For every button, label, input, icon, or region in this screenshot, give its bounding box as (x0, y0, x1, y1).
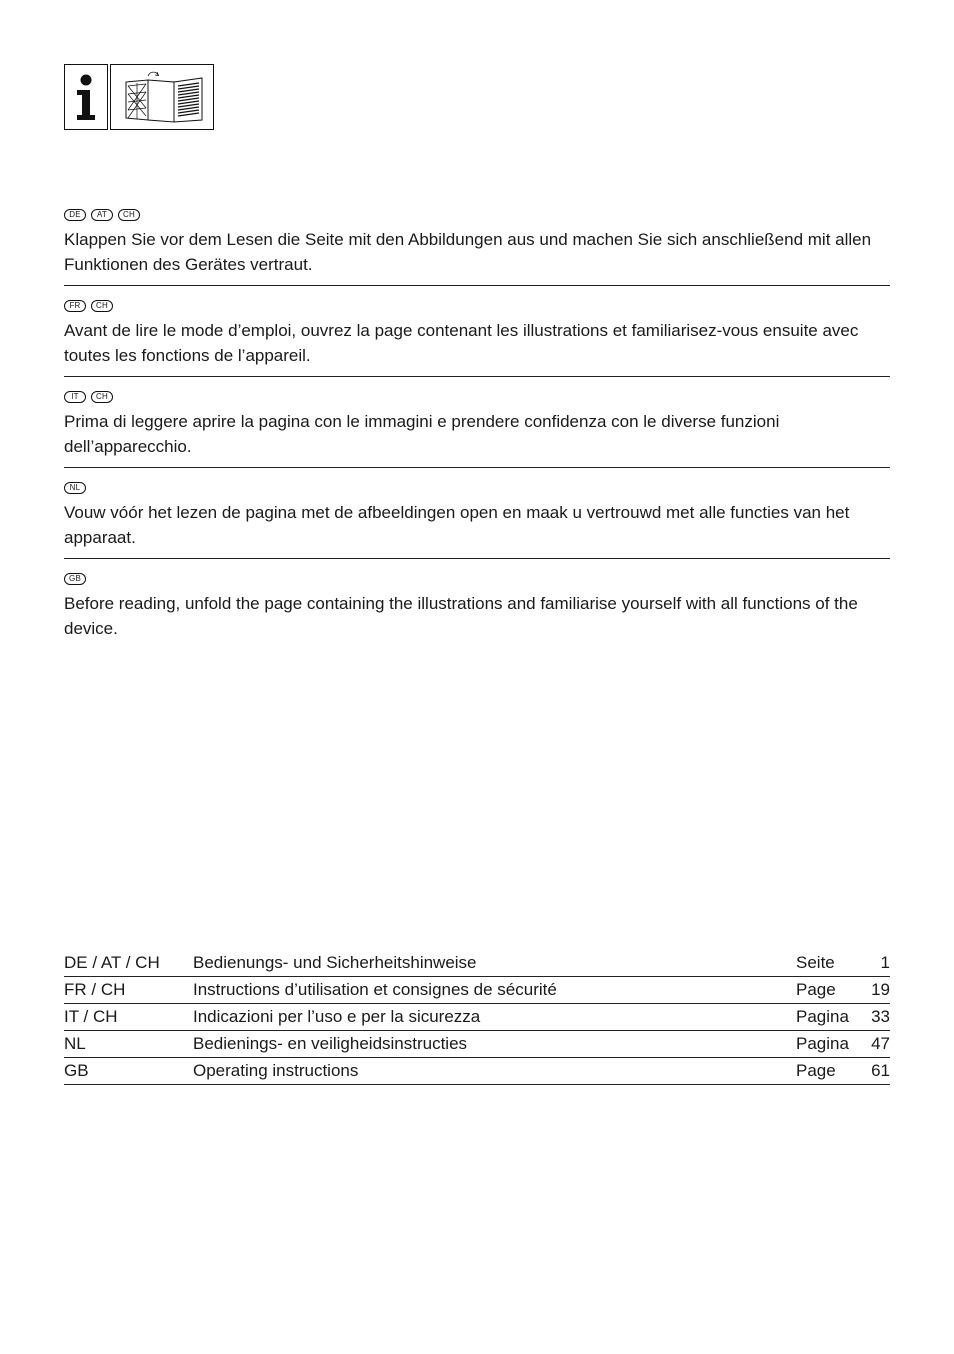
country-badge: IT (64, 391, 86, 403)
country-badge: CH (91, 391, 113, 403)
toc-language: FR / CH (64, 980, 126, 999)
language-block-nl (64, 478, 890, 559)
toc-page-word: Pagina (796, 1007, 849, 1026)
toc-language: DE / AT / CH (64, 953, 160, 972)
toc-page-number: 19 (871, 980, 890, 999)
toc-row[interactable] (64, 1031, 890, 1058)
unfold-pages-icon (110, 64, 214, 130)
instruction-text: Vouw vóór het lezen de pagina met de afbeeldingen open en maak u vertrouwd met alle functies van het apparaat. (64, 503, 850, 547)
toc-page-word: Page (796, 980, 836, 999)
instruction-text: Prima di leggere aprire la pagina con le immagini e prendere confidenza con le diverse funzioni dell’apparecchio. (64, 412, 780, 456)
instruction-text: Before reading, unfold the page containing the illustrations and familiarise yourself with all functions of the device. (64, 594, 858, 638)
country-badges (64, 207, 890, 223)
toc-title: Indicazioni per l’uso e per la sicurezza (193, 1007, 481, 1026)
country-badge: DE (64, 209, 86, 221)
header-icons (64, 64, 214, 130)
toc-row[interactable] (64, 950, 890, 977)
country-badge: FR (64, 300, 86, 312)
toc-page-number: 33 (871, 1007, 890, 1026)
info-i-icon (64, 64, 108, 130)
toc-page-number: 47 (871, 1034, 890, 1053)
country-badge: NL (64, 482, 86, 494)
language-block-fr (64, 296, 890, 377)
toc-page-number: 1 (880, 953, 890, 972)
toc-row[interactable] (64, 977, 890, 1004)
instruction-text: Avant de lire le mode d’emploi, ouvrez la page contenant les illustrations et familiarisez-vous ensuite avec toutes les fonctions de l’appareil. (64, 321, 859, 365)
toc-title: Bedienings- en veiligheidsinstructies (193, 1034, 468, 1053)
toc-page-word: Pagina (796, 1034, 849, 1053)
toc-title: Operating instructions (193, 1061, 359, 1080)
toc-title: Instructions d’utilisation et consignes de sécurité (193, 980, 557, 999)
country-badge: CH (91, 300, 113, 312)
table-of-contents (64, 950, 890, 1085)
country-badges (64, 298, 890, 314)
toc-language: IT / CH (64, 1007, 118, 1026)
country-badge: AT (91, 209, 113, 221)
toc-language: GB (64, 1061, 89, 1080)
country-badge: CH (118, 209, 140, 221)
toc-row[interactable] (64, 1004, 890, 1031)
country-badges (64, 389, 890, 405)
language-block-gb (64, 569, 890, 649)
country-badge: GB (64, 573, 86, 585)
country-badges (64, 571, 890, 587)
toc-page-number: 61 (871, 1061, 890, 1080)
language-instructions (64, 205, 890, 649)
toc-title: Bedienungs- und Sicherheitshinweise (193, 953, 477, 972)
toc-language: NL (64, 1034, 86, 1053)
country-badges (64, 480, 890, 496)
instruction-text: Klappen Sie vor dem Lesen die Seite mit den Abbildungen aus und machen Sie sich anschließend mit allen Funktionen des Gerätes vertraut. (64, 230, 872, 274)
toc-row[interactable] (64, 1058, 890, 1085)
toc-page-word: Seite (796, 953, 835, 972)
toc-page-word: Page (796, 1061, 836, 1080)
language-block-it (64, 387, 890, 468)
language-block-de (64, 205, 890, 286)
